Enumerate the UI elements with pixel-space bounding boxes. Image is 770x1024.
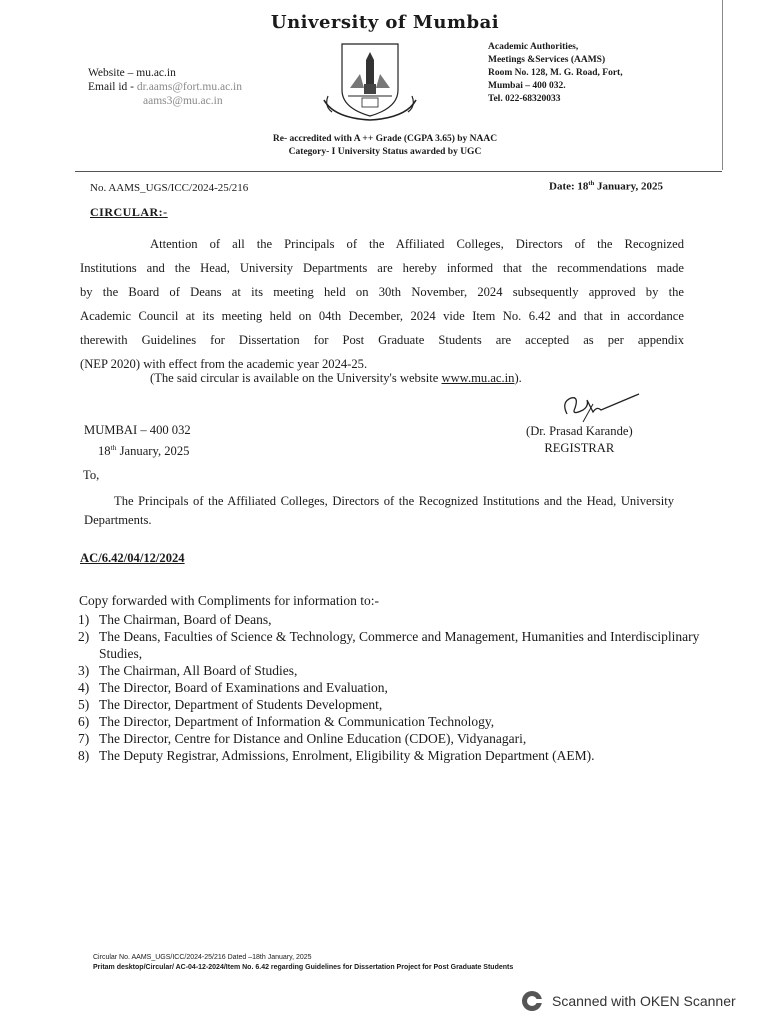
body-line: (NEP 2020) with effect from the academic year 2024-25.	[80, 357, 368, 371]
circular-heading: CIRCULAR:-	[90, 205, 168, 219]
university-website-link[interactable]: www.mu.ac.in	[441, 371, 515, 385]
department-line: Meetings &Services (AAMS)	[488, 55, 606, 65]
list-item: 6) The Director, Department of Information & Communication Technology,	[78, 714, 495, 729]
signatory-block	[526, 423, 633, 457]
circular-date: Date: 18th January, 2025	[549, 180, 664, 193]
signoff-date: 18th January, 2025	[98, 443, 190, 459]
document-footer	[93, 953, 513, 973]
department-line: Tel. 022-68320033	[488, 94, 561, 104]
email-line: Email id - dr.aams@fort.mu.ac.in	[88, 81, 242, 93]
body-line: by the Board of Deans at its meeting held on 30th November, 2024 subsequently approved by the	[80, 285, 684, 299]
circular-reference-number: No. AAMS_UGS/ICC/2024-25/216	[90, 182, 249, 194]
accreditation-block	[0, 133, 770, 159]
copy-forwarded-list	[78, 611, 703, 764]
signatory-designation: REGISTRAR	[544, 441, 615, 455]
scanner-text: Scanned with OKEN Scanner	[552, 993, 736, 1009]
department-line: Room No. 128, M. G. Road, Fort,	[488, 68, 623, 78]
copy-forwarded-intro: Copy forwarded with Compliments for information to:-	[79, 593, 379, 608]
contact-details	[88, 66, 242, 108]
signatory-name: (Dr. Prasad Karande)	[526, 424, 633, 438]
body-line: Attention of all the Principals of the Affiliated Colleges, Directors of the Recognized	[150, 237, 684, 251]
university-name: University of Mumbai	[270, 12, 500, 33]
list-item: 3) The Chairman, All Board of Studies,	[78, 663, 298, 678]
email-link-1[interactable]: dr.aams@fort.mu.ac.in	[136, 81, 242, 93]
list-item: 8) The Deputy Registrar, Admissions, Enrolment, Eligibility & Migration Department (AEM).	[78, 748, 595, 763]
signoff-place-date	[84, 422, 191, 460]
academic-council-reference: AC/6.42/04/12/2024	[80, 551, 185, 565]
circular-body	[80, 232, 684, 376]
header-divider	[75, 171, 722, 172]
address-recipients: The Principals of the Affiliated Colleges, Directors of the Recognized Institutions and the Head, University Departments.	[84, 494, 674, 527]
body-line: Institutions and the Head, University Departments are hereby informed that the recommendations made	[80, 261, 684, 275]
accreditation-line: Category- I University Status awarded by UGC	[288, 147, 482, 157]
footer-line: Pritam desktop/Circular/ AC-04-12-2024/Item No. 6.42 regarding Guidelines for Dissertation Project for Post Graduate Students	[93, 964, 514, 971]
list-item: 1) The Chairman, Board of Deans,	[78, 612, 272, 627]
email-link-2[interactable]: aams3@mu.ac.in	[143, 95, 223, 107]
body-line: Academic Council at its meeting held on 04th December, 2024 vide Item No. 6.42 and that in accordance	[80, 309, 684, 323]
department-line: Academic Authorities,	[488, 42, 579, 52]
scanner-watermark	[520, 989, 736, 1013]
website-text: Website – mu.ac.in	[88, 67, 176, 79]
department-line: Mumbai – 400 032.	[488, 81, 566, 91]
signoff-place: MUMBAI – 400 032	[84, 423, 191, 437]
oken-scanner-icon	[520, 989, 544, 1013]
body-line: therewith Guidelines for Dissertation for Post Graduate Students are accepted as per appendix	[80, 333, 684, 347]
website-note: (The said circular is available on the University's website www.mu.ac.in).	[150, 371, 522, 385]
list-item: 2) The Deans, Faculties of Science & Technology, Commerce and Management, Humanities and Interdisciplinary Studies,	[78, 629, 700, 661]
list-item: 4) The Director, Board of Examinations and Evaluation,	[78, 680, 388, 695]
address-to: To,	[83, 468, 100, 482]
list-item: 7) The Director, Centre for Distance and Online Education (CDOE), Vidyanagari,	[78, 731, 527, 746]
department-address	[488, 41, 623, 106]
accreditation-line: Re- accredited with A ++ Grade (CGPA 3.65) by NAAC	[272, 134, 498, 144]
university-crest-logo	[320, 38, 420, 122]
footer-line: Circular No. AAMS_UGS/ICC/2024-25/216 Dated –18th January, 2025	[93, 954, 312, 961]
list-item: 5) The Director, Department of Students Development,	[78, 697, 383, 712]
